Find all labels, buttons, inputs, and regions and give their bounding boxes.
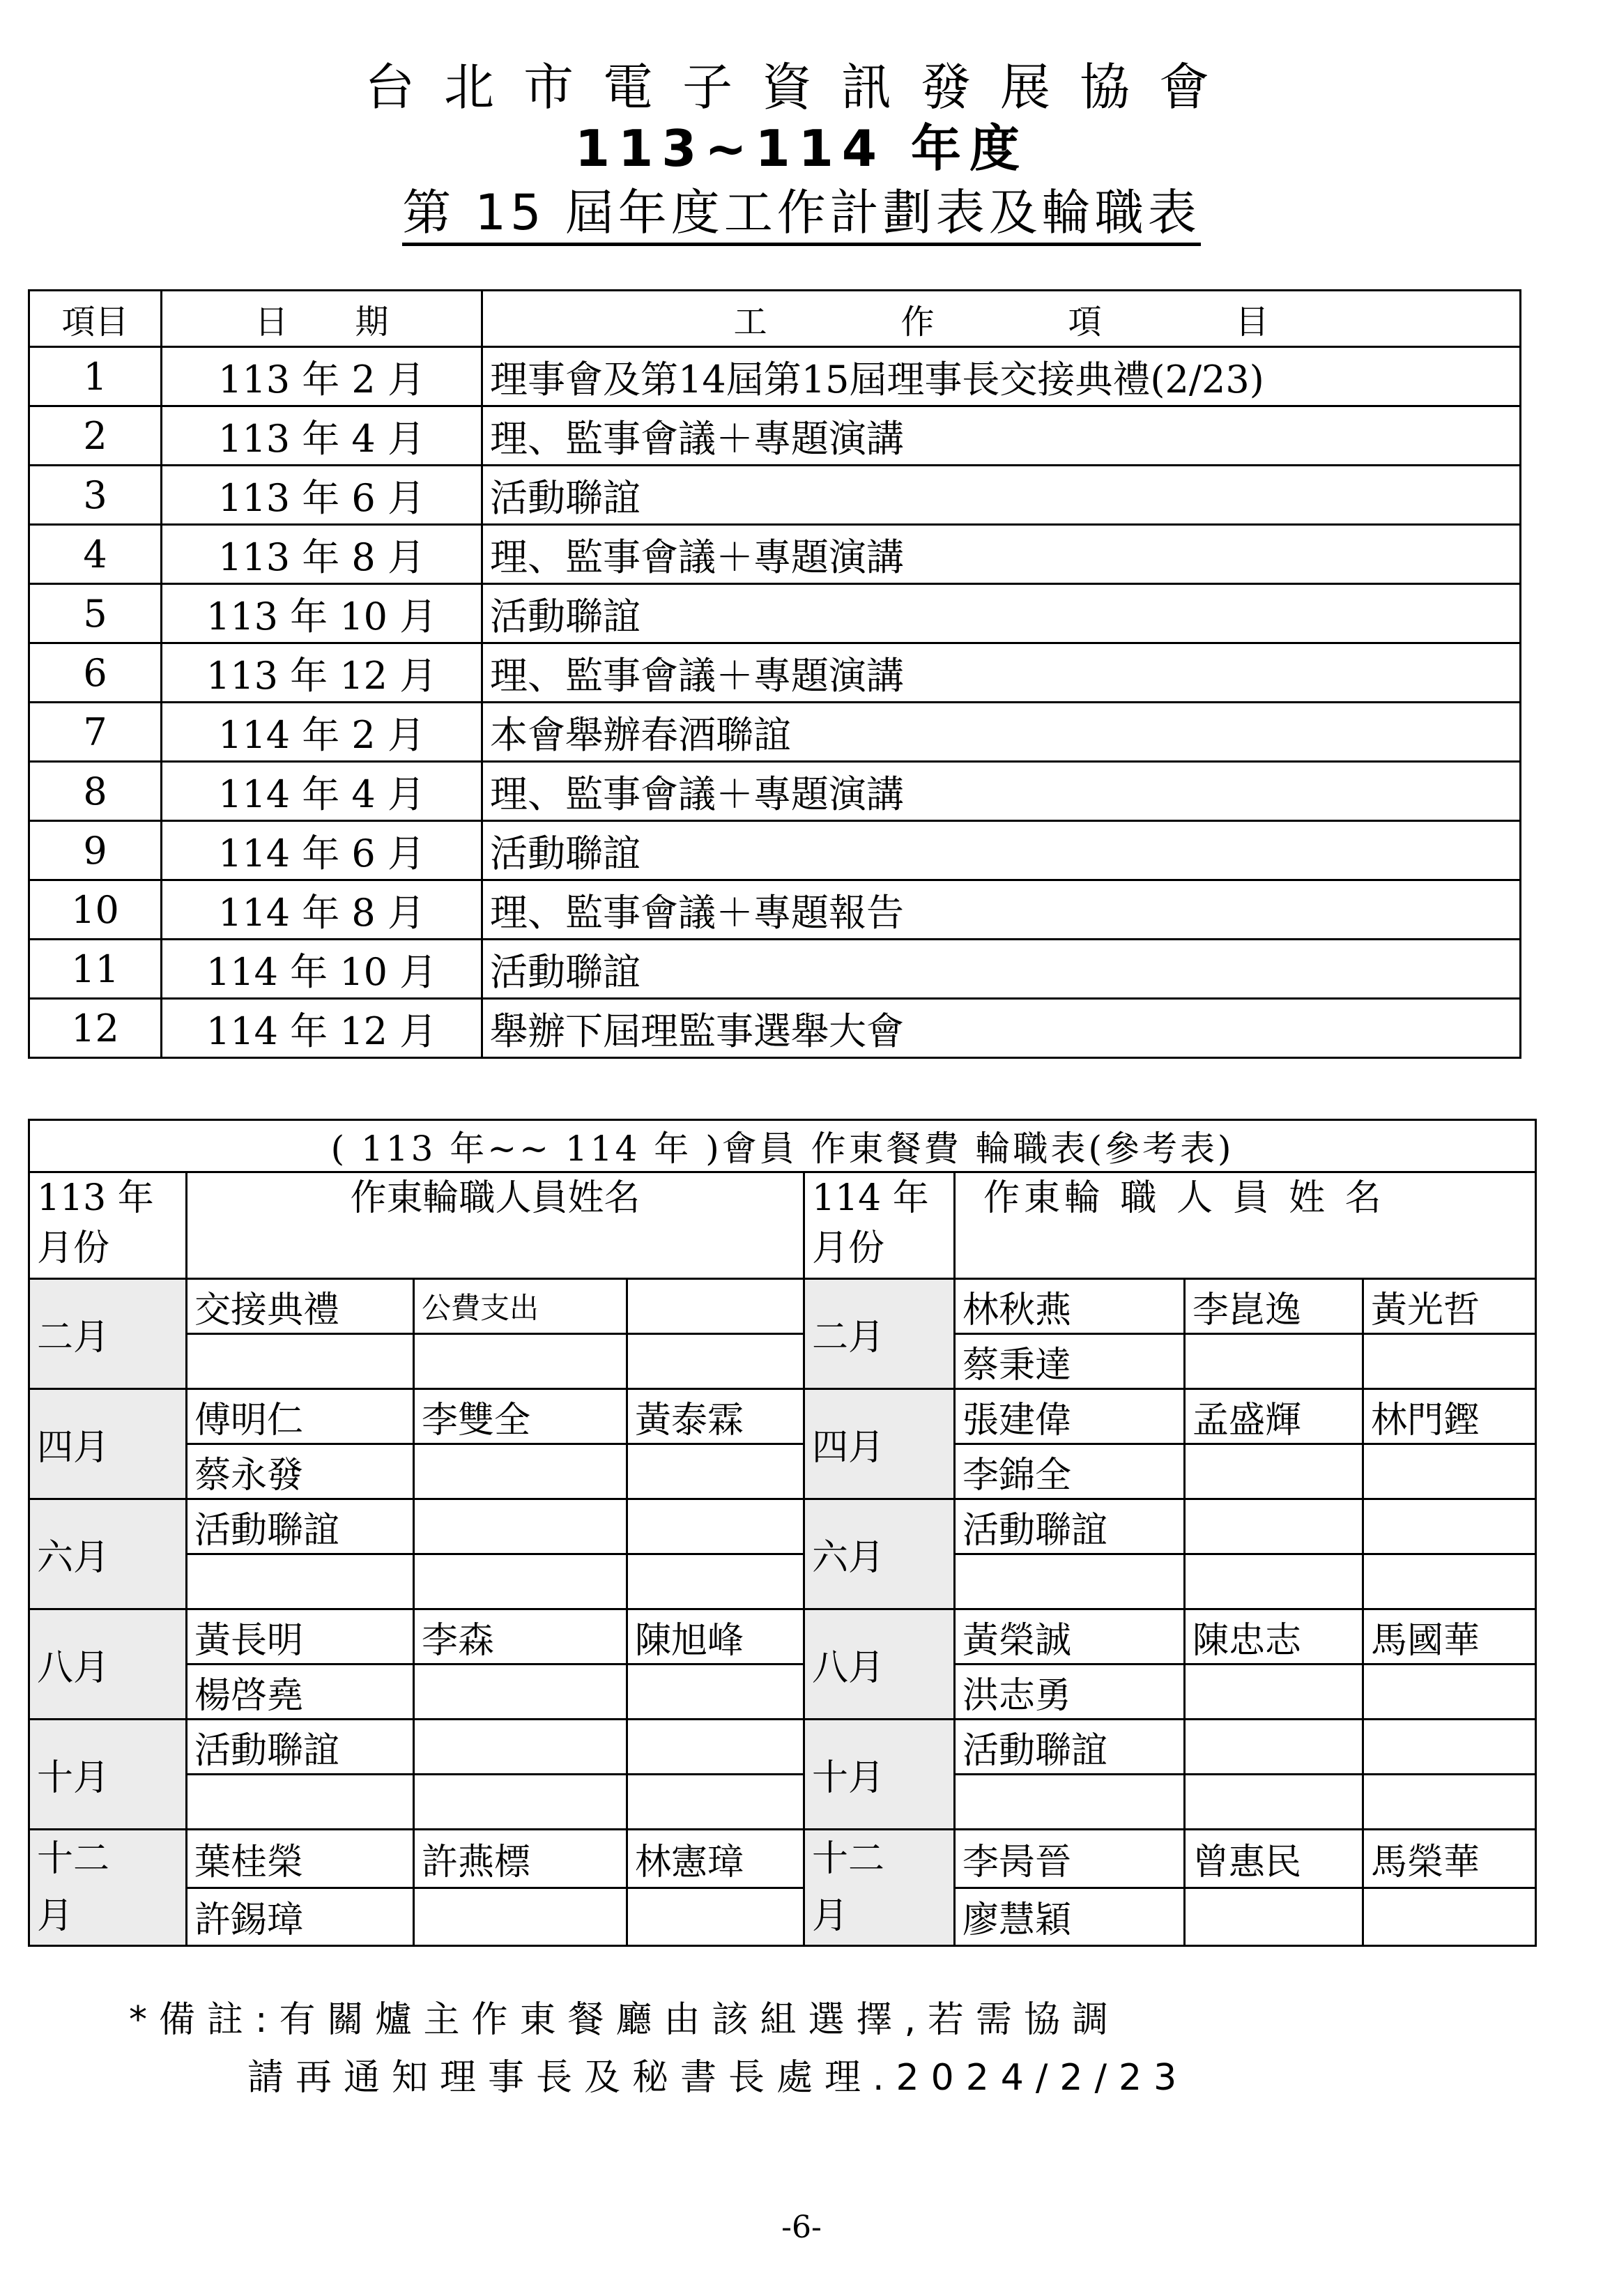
right-host-name <box>1363 1720 1536 1775</box>
plan-work-item: 活動聯誼 <box>482 821 1521 880</box>
subtitle-text: 第 15 屆年度工作計劃表及輪職表 <box>402 184 1201 246</box>
right-host-name <box>955 1554 1185 1609</box>
left-host-name <box>627 1775 804 1830</box>
left-month-cell: 四月 <box>29 1389 187 1499</box>
plan-item-number: 7 <box>29 703 162 762</box>
plan-date: 114 年 12 月 <box>162 999 482 1058</box>
left-host-name <box>627 1334 804 1389</box>
work-plan-table <box>28 289 1521 1059</box>
left-host-name: 陳旭峰 <box>627 1609 804 1664</box>
left-host-name <box>627 1279 804 1334</box>
left-host-name <box>627 1499 804 1554</box>
right-names-header: 作東輪 職 人 員 姓 名 <box>955 1172 1536 1279</box>
plan-work-item: 活動聯誼 <box>482 584 1521 643</box>
right-host-name: 曾惠民 <box>1185 1830 1363 1888</box>
note-line-1: *備註:有關爐主作東餐廳由該組選擇,若需協調 <box>129 1999 1121 2041</box>
right-host-name: 蔡秉達 <box>955 1334 1185 1389</box>
table-row <box>29 999 1521 1058</box>
plan-date: 113 年 8 月 <box>162 525 482 584</box>
right-host-name: 廖慧穎 <box>955 1888 1185 1946</box>
plan-work-item: 舉辦下屆理監事選舉大會 <box>482 999 1521 1058</box>
plan-work-item: 本會舉辦春酒聯誼 <box>482 703 1521 762</box>
header-date: 日 期 <box>162 291 482 347</box>
month-text-part: 月 <box>812 1895 849 1937</box>
right-host-name <box>955 1775 1185 1830</box>
right-host-name: 張建偉 <box>955 1389 1185 1444</box>
right-host-name: 李錦全 <box>955 1444 1185 1499</box>
table-row <box>29 1389 1536 1444</box>
table-row <box>29 1554 1536 1609</box>
plan-item-number: 12 <box>29 999 162 1058</box>
right-month-cell: 六月 <box>804 1499 955 1609</box>
left-host-name: 活動聯誼 <box>187 1720 414 1775</box>
right-host-name <box>1363 1775 1536 1830</box>
right-month-cell: 二月 <box>804 1279 955 1389</box>
left-year-label: 113 年 <box>37 1177 154 1219</box>
plan-item-number: 11 <box>29 940 162 999</box>
plan-work-item: 理、監事會議＋專題報告 <box>482 880 1521 940</box>
table-row <box>29 1664 1536 1720</box>
plan-item-number: 4 <box>29 525 162 584</box>
table-row <box>29 1334 1536 1389</box>
left-host-name: 活動聯誼 <box>187 1499 414 1554</box>
right-host-name: 活動聯誼 <box>955 1499 1185 1554</box>
left-host-name <box>414 1499 627 1554</box>
plan-work-item: 理、監事會議＋專題演講 <box>482 525 1521 584</box>
plan-date: 114 年 6 月 <box>162 821 482 880</box>
left-host-name <box>627 1888 804 1946</box>
plan-item-number: 8 <box>29 762 162 821</box>
right-year-label: 114 年 <box>812 1177 929 1219</box>
table-row <box>29 1444 1536 1499</box>
table-row <box>29 466 1521 525</box>
plan-item-number: 1 <box>29 347 162 406</box>
right-host-name: 馬國華 <box>1363 1609 1536 1664</box>
right-host-name: 黃榮誠 <box>955 1609 1185 1664</box>
plan-work-item: 活動聯誼 <box>482 466 1521 525</box>
left-host-name: 李雙全 <box>414 1389 627 1444</box>
rotation-header-row <box>29 1172 1536 1279</box>
plan-date: 113 年 10 月 <box>162 584 482 643</box>
table-row <box>29 584 1521 643</box>
month-text-part: 十二 <box>37 1838 110 1880</box>
plan-item-number: 3 <box>29 466 162 525</box>
plan-date: 113 年 4 月 <box>162 406 482 466</box>
left-host-name: 蔡永發 <box>187 1444 414 1499</box>
left-host-name <box>187 1775 414 1830</box>
left-host-name: 傅明仁 <box>187 1389 414 1444</box>
plan-work-item: 理、監事會議＋專題演講 <box>482 406 1521 466</box>
right-host-name: 林秋燕 <box>955 1279 1185 1334</box>
table-row <box>29 347 1521 406</box>
plan-work-item: 理、監事會議＋專題演講 <box>482 643 1521 703</box>
left-host-name: 楊啓堯 <box>187 1664 414 1720</box>
left-host-name: 許燕標 <box>414 1830 627 1888</box>
table-row <box>29 643 1521 703</box>
left-host-name: 許錫璋 <box>187 1888 414 1946</box>
table-row <box>29 821 1521 880</box>
right-host-name <box>1185 1554 1363 1609</box>
table-row <box>29 762 1521 821</box>
left-host-name: 黃泰霖 <box>627 1389 804 1444</box>
left-month-cell: 八月 <box>29 1609 187 1720</box>
table-row <box>29 1888 1536 1946</box>
rotation-caption: ( 113 年~~ 114 年 )會員 作東餐費 輪職表(參考表) <box>29 1120 1536 1172</box>
plan-item-number: 6 <box>29 643 162 703</box>
right-host-name <box>1363 1554 1536 1609</box>
left-host-name: 黃長明 <box>187 1609 414 1664</box>
left-host-name <box>414 1334 627 1389</box>
plan-date: 114 年 10 月 <box>162 940 482 999</box>
left-host-name <box>414 1775 627 1830</box>
right-month-cell <box>804 1830 955 1946</box>
right-host-name: 李昺晉 <box>955 1830 1185 1888</box>
rotation-caption-row <box>29 1120 1536 1172</box>
table-row <box>29 1830 1536 1888</box>
left-month-cell: 二月 <box>29 1279 187 1389</box>
table-row <box>29 1775 1536 1830</box>
note-line-2: 請再通知理事長及秘書長處理.2024/2/23 <box>247 2057 1189 2099</box>
plan-date: 114 年 8 月 <box>162 880 482 940</box>
right-host-name <box>1363 1444 1536 1499</box>
left-host-name <box>627 1554 804 1609</box>
right-month-cell: 四月 <box>804 1389 955 1499</box>
table-row <box>29 525 1521 584</box>
left-month-label: 月份 <box>37 1227 110 1269</box>
work-plan-header-row <box>29 291 1521 347</box>
plan-work-item: 理、監事會議＋專題演講 <box>482 762 1521 821</box>
left-host-name <box>414 1888 627 1946</box>
left-month-cell: 十月 <box>29 1720 187 1830</box>
left-host-name <box>627 1664 804 1720</box>
right-host-name <box>1185 1888 1363 1946</box>
left-names-header: 作東輪職人員姓名 <box>187 1172 804 1279</box>
table-row <box>29 880 1521 940</box>
document-subtitle <box>0 183 1603 243</box>
right-host-name <box>1363 1664 1536 1720</box>
plan-item-number: 5 <box>29 584 162 643</box>
right-host-name <box>1185 1720 1363 1775</box>
right-host-name <box>1185 1444 1363 1499</box>
left-month-cell <box>29 1830 187 1946</box>
plan-date: 113 年 6 月 <box>162 466 482 525</box>
left-host-name <box>414 1554 627 1609</box>
right-month-label: 月份 <box>812 1227 885 1269</box>
plan-work-item: 活動聯誼 <box>482 940 1521 999</box>
month-text-part: 月 <box>37 1895 74 1937</box>
right-host-name: 李崑逸 <box>1185 1279 1363 1334</box>
right-month-header <box>804 1172 955 1279</box>
rotation-table <box>28 1119 1537 1947</box>
right-host-name: 洪志勇 <box>955 1664 1185 1720</box>
plan-item-number: 9 <box>29 821 162 880</box>
left-host-name <box>414 1444 627 1499</box>
table-row <box>29 1499 1536 1554</box>
right-host-name <box>1185 1334 1363 1389</box>
year-range-title: 113~114 年度 <box>575 119 1028 178</box>
right-month-cell: 八月 <box>804 1609 955 1720</box>
org-title: 台北市電子資訊發展協會 <box>364 58 1238 116</box>
table-row <box>29 940 1521 999</box>
plan-item-number: 2 <box>29 406 162 466</box>
right-host-name <box>1363 1888 1536 1946</box>
left-month-header <box>29 1172 187 1279</box>
left-host-name: 林憲璋 <box>627 1830 804 1888</box>
table-row <box>29 1609 1536 1664</box>
left-month-cell: 六月 <box>29 1499 187 1609</box>
left-host-name: 李森 <box>414 1609 627 1664</box>
right-host-name: 孟盛輝 <box>1185 1389 1363 1444</box>
table-row <box>29 1279 1536 1334</box>
right-host-name: 林門鏗 <box>1363 1389 1536 1444</box>
page-number: -6- <box>781 2210 822 2245</box>
header-work-item: 工 作 項 目 <box>482 291 1521 347</box>
right-month-cell: 十月 <box>804 1720 955 1830</box>
plan-date: 113 年 2 月 <box>162 347 482 406</box>
right-host-name <box>1363 1334 1536 1389</box>
right-host-name: 陳忠志 <box>1185 1609 1363 1664</box>
table-row <box>29 406 1521 466</box>
right-host-name <box>1185 1499 1363 1554</box>
right-host-name: 馬榮華 <box>1363 1830 1536 1888</box>
right-host-name: 黃光哲 <box>1363 1279 1536 1334</box>
left-host-name <box>627 1444 804 1499</box>
left-host-name <box>627 1720 804 1775</box>
plan-date: 113 年 12 月 <box>162 643 482 703</box>
plan-date: 114 年 2 月 <box>162 703 482 762</box>
left-host-name: 葉桂榮 <box>187 1830 414 1888</box>
month-text-part: 十二 <box>812 1838 885 1880</box>
left-host-name: 交接典禮 <box>187 1279 414 1334</box>
header-item-no: 項目 <box>29 291 162 347</box>
left-host-name <box>414 1664 627 1720</box>
table-row <box>29 703 1521 762</box>
right-host-name <box>1185 1775 1363 1830</box>
right-host-name: 活動聯誼 <box>955 1720 1185 1775</box>
left-host-name: 公費支出 <box>414 1279 627 1334</box>
left-host-name <box>187 1554 414 1609</box>
plan-date: 114 年 4 月 <box>162 762 482 821</box>
plan-work-item: 理事會及第14屆第15屆理事長交接典禮(2/23) <box>482 347 1521 406</box>
right-host-name <box>1185 1664 1363 1720</box>
table-row <box>29 1720 1536 1775</box>
right-host-name <box>1363 1499 1536 1554</box>
left-host-name <box>414 1720 627 1775</box>
plan-item-number: 10 <box>29 880 162 940</box>
left-host-name <box>187 1334 414 1389</box>
